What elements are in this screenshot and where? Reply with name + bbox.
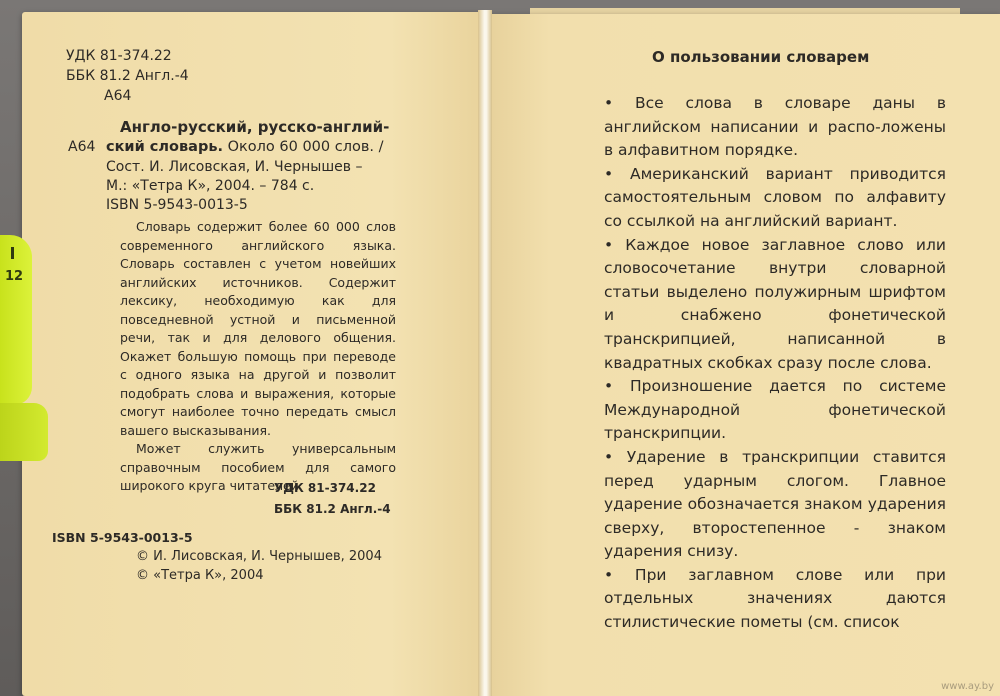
udc-code: УДК 81-374.22 xyxy=(66,48,172,64)
clip-tail xyxy=(0,403,48,461)
bbk-code: ББК 81.2 Англ.-4 xyxy=(66,68,189,84)
usage-rules xyxy=(604,92,946,635)
author-mark: А64 xyxy=(104,88,132,104)
book-title-line-2 xyxy=(106,137,384,157)
isbn-line: ISBN 5-9543-0013-5 xyxy=(106,197,248,213)
rule-item: • Ударение в транскрипции ставится перед ударным слогом. Главное ударение обозначается знаком ударения сверху, второстепенное - знаком ударения снизу. xyxy=(604,447,946,561)
rule-item: • Каждое новое заглавное слово или словосочетание внутри словарной статьи выделено полужирным шрифтом и снабжено фонетической транскрипцией, написанной в квадратных скобках сразу после слова. xyxy=(604,235,946,372)
watermark: www.ay.by xyxy=(941,681,994,692)
clip-body xyxy=(0,235,32,405)
footer-udc: УДК 81-374.22 xyxy=(274,481,376,495)
index-mark: А64 xyxy=(68,139,96,155)
copyright-authors: © И. Лисовская, И. Чернышев, 2004 xyxy=(136,549,382,564)
rule-item: • Произношение дается по системе Международной фонетической транскрипции. xyxy=(604,377,946,443)
book-title-bold: ский словарь. xyxy=(106,139,223,155)
clip-mark-icon xyxy=(11,247,14,259)
book-title-rest: Около 60 000 слов. / xyxy=(223,139,384,155)
credit-line-1: Сост. И. Лисовская, И. Чернышев – xyxy=(106,159,363,175)
rule-item: • Все слова в словаре даны в английском написании и распо-ложены в алфавитном порядке. xyxy=(604,94,946,160)
clip-number: 12 xyxy=(5,269,24,284)
isbn-bottom: ISBN 5-9543-0013-5 xyxy=(52,530,193,545)
section-heading: О пользовании словарем xyxy=(652,48,870,66)
yellow-clip xyxy=(0,235,34,460)
footer-bbk: ББК 81.2 Англ.-4 xyxy=(274,502,391,516)
annotation xyxy=(120,218,396,496)
book-spine xyxy=(478,10,492,696)
rule-item: • При заглавном слове или при отдельных значениях даются стилистические пометы (см. список xyxy=(604,565,946,632)
annotation-paragraph-1: Словарь содержит более 60 000 слов современного английского языка. Словарь составлен с учетом новейших английских источников. Содержит лексику, необходимую как для повседневной устной и письменной речи, так и для делового общения. Окажет большую помощь при переводе с одного языка на другой и позволит подобрать слова и выражения, которые смогут наиболее точно передать смысл вашего высказывания. xyxy=(120,219,396,438)
annotation-paragraph-2: Может служить универсальным справочным пособием для самого широкого круга читателей. xyxy=(120,441,396,493)
copyright-publisher: © «Тетра К», 2004 xyxy=(136,568,264,583)
rule-item: • Американский вариант приводится самостоятельным словом по алфавиту со ссылкой на английский вариант. xyxy=(604,164,946,230)
book-title-line-1: Англо-русский, русско-англий- xyxy=(120,118,390,136)
credit-line-2: М.: «Тетра К», 2004. – 784 с. xyxy=(106,178,315,194)
